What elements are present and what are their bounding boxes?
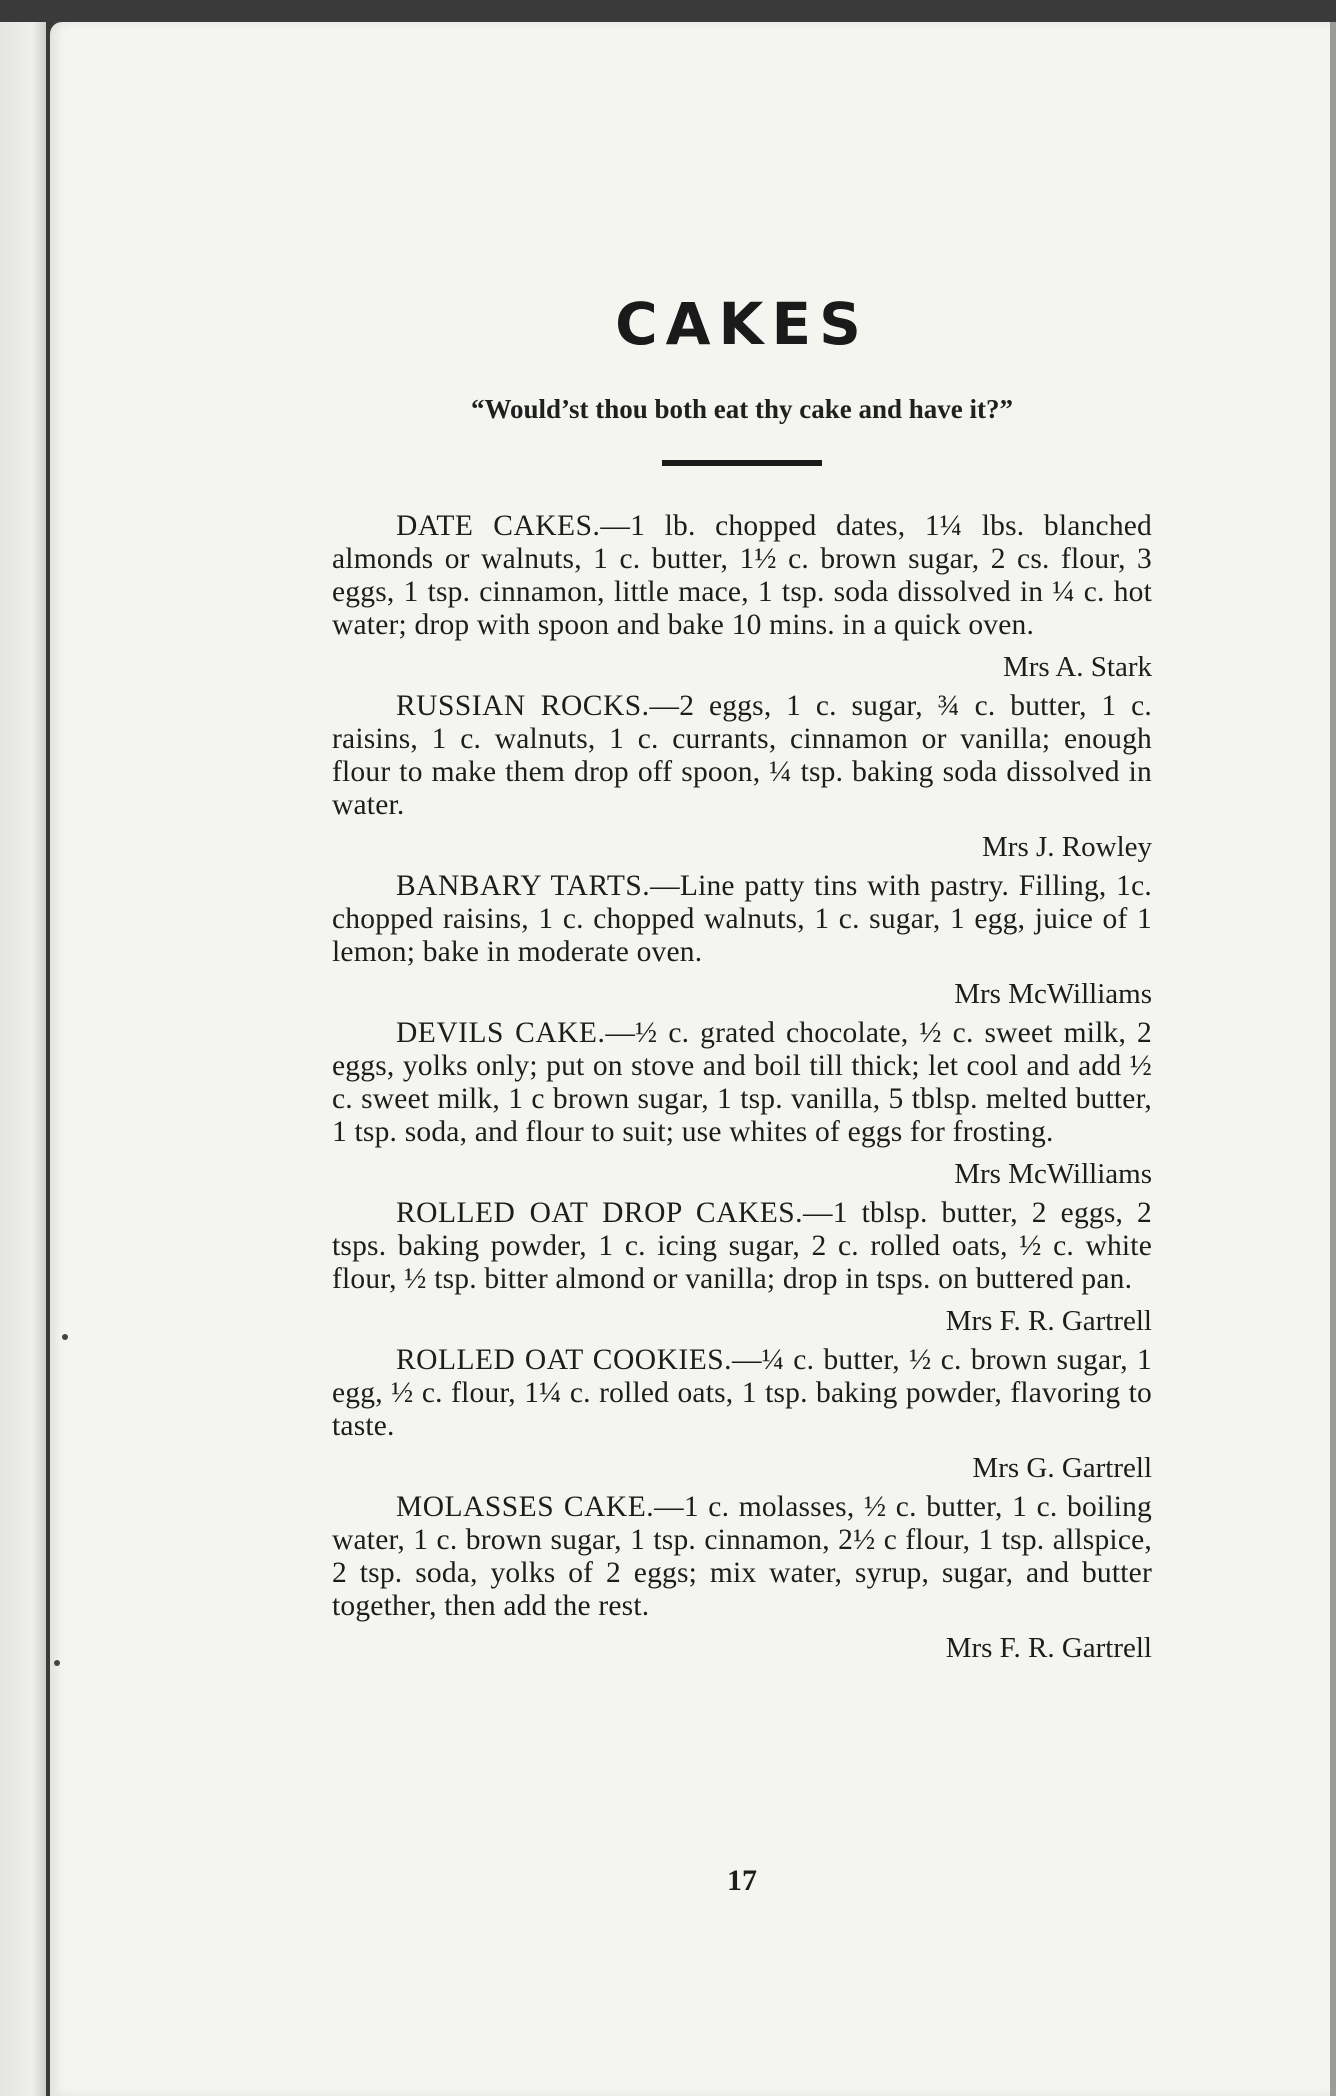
page-number: 17 — [727, 1864, 757, 1897]
recipe-contributor: Mrs F. R. Gartrell — [945, 1305, 1152, 1337]
book-page — [50, 22, 1332, 2096]
previous-page-edge — [0, 22, 46, 2096]
page-title: CAKES — [615, 290, 869, 358]
recipe-contributor: Mrs F. R. Gartrell — [945, 1632, 1152, 1664]
recipe-name: RUSSIAN ROCKS. — [396, 690, 650, 722]
recipe-list — [332, 510, 1152, 1671]
recipe-name: BANBARY TARTS. — [396, 870, 651, 902]
ink-speck — [54, 1660, 60, 1666]
recipe-contributor: Mrs G. Gartrell — [972, 1452, 1152, 1484]
epigraph: “Would’st thou both eat thy cake and have it?” — [470, 394, 1014, 424]
recipe-text: —1 tblsp. butter, 2 eggs, 2 tsps. baking powder, 1 c. icing sugar, 2 c. rolled oats, ½ c. white flour, ½ tsp. bitter almond or vanilla; drop in tsps. on buttered pan. — [332, 1197, 1152, 1295]
recipe-name: MOLASSES CAKE. — [396, 1491, 655, 1523]
title-rule — [662, 460, 822, 466]
recipe — [332, 1197, 1152, 1338]
recipe-text: —2 eggs, 1 c. sugar, ¾ c. butter, 1 c. raisins, 1 c. walnuts, 1 c. currants, cinnamon or vanilla; enough flour to make them drop off spoon, ¼ tsp. baking soda dissolved in water. — [332, 690, 1152, 821]
recipe — [332, 510, 1152, 684]
recipe — [332, 1344, 1152, 1485]
recipe-text: —1 c. molasses, ½ c. butter, 1 c. boiling water, 1 c. brown sugar, 1 tsp. cinnamon, 2½ c flour, 1 tsp. allspice, 2 tsp. soda, yolks of 2 eggs; mix water, syrup, sugar, and butter together, then add the rest. — [332, 1491, 1153, 1622]
ink-speck — [62, 1334, 68, 1340]
recipe-name: ROLLED OAT COOKIES. — [396, 1344, 733, 1376]
recipe-contributor: Mrs McWilliams — [954, 1158, 1152, 1190]
recipe-name: DATE CAKES. — [396, 510, 601, 542]
recipe — [332, 690, 1152, 864]
recipe-name: ROLLED OAT DROP CAKES. — [396, 1197, 804, 1229]
recipe — [332, 1017, 1152, 1191]
recipe — [332, 1491, 1152, 1665]
recipe-name: DEVILS CAKE. — [396, 1017, 606, 1049]
recipe-text: —1 lb. chopped dates, 1¼ lbs. blanched almonds or walnuts, 1 c. butter, 1½ c. brown sugar, 2 cs. flour, 3 eggs, 1 tsp. cinnamon, little mace, 1 tsp. soda dissolved in ¼ c. hot water; drop with spoon and bake 10 mins. in a quick oven. — [332, 510, 1153, 641]
right-page-edge — [1330, 22, 1336, 2096]
recipe-text: —Line patty tins with pastry. Filling, 1c. chopped raisins, 1 c. chopped walnuts, 1 c. sugar, 1 egg, juice of 1 lemon; bake in moderate oven. — [332, 870, 1152, 968]
recipe-contributor: Mrs McWilliams — [954, 978, 1152, 1010]
recipe-text: —½ c. grated chocolate, ½ c. sweet milk, 2 eggs, yolks only; put on stove and boil till thick; let cool and add ½ c. sweet milk, 1 c brown sugar, 1 tsp. vanilla, 5 tblsp. melted butter, 1 tsp. soda, and flour to suit; use whites of eggs for frosting. — [332, 1017, 1152, 1148]
recipe-contributor: Mrs J. Rowley — [982, 831, 1152, 863]
recipe-text: —¼ c. butter, ½ c. brown sugar, 1 egg, ½ c. flour, 1¼ c. rolled oats, 1 tsp. baking powder, flavoring to taste. — [332, 1344, 1152, 1442]
recipe-contributor: Mrs A. Stark — [1002, 651, 1152, 683]
recipe — [332, 870, 1152, 1011]
